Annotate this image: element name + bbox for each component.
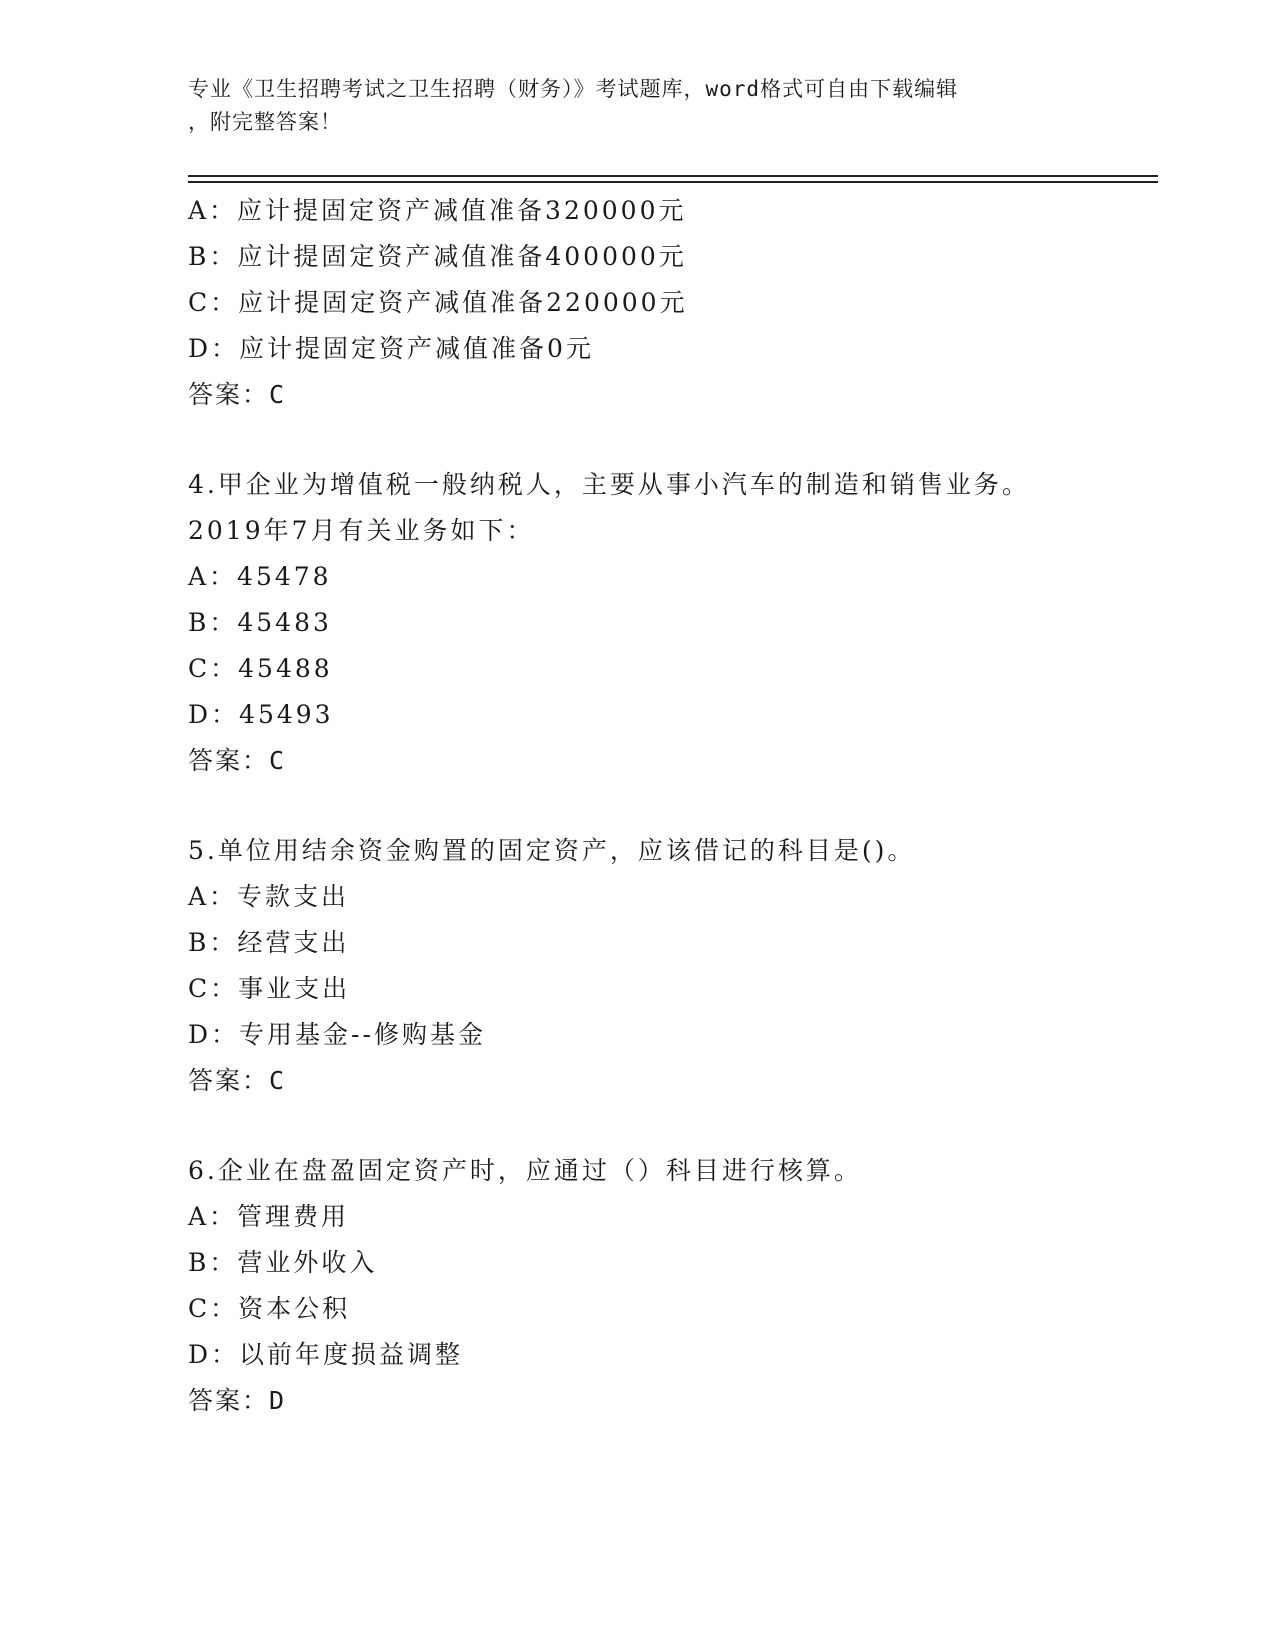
question-4-option-d: D：45493 — [188, 700, 334, 729]
question-4-stem-line-1: 4.甲企业为增值税一般纳税人，主要从事小汽车的制造和销售业务。 — [188, 470, 1030, 499]
question-6-option-b: B：营业外收入 — [188, 1248, 378, 1277]
question-6-option-a: A：管理费用 — [188, 1202, 350, 1231]
question-list — [188, 188, 1148, 1424]
question-5 — [188, 828, 1148, 1104]
header-divider-bottom — [188, 181, 1158, 183]
question-5-option-d: D：专用基金--修购基金 — [188, 1020, 486, 1049]
question-6 — [188, 1148, 1148, 1424]
question-3-option-c: C：应计提固定资产减值准备220000元 — [188, 288, 688, 317]
question-3-option-a: A：应计提固定资产减值准备320000元 — [188, 196, 687, 225]
question-3-answer: 答案：C — [188, 380, 287, 409]
spacer — [188, 1104, 1148, 1148]
question-5-option-b: B：经营支出 — [188, 928, 350, 957]
question-3 — [188, 188, 1148, 418]
question-6-answer: 答案：D — [188, 1386, 287, 1415]
question-6-option-d: D：以前年度损益调整 — [188, 1340, 464, 1369]
spacer — [188, 784, 1148, 828]
question-5-option-c: C：事业支出 — [188, 974, 351, 1003]
header-line-2: ，附完整答案！ — [188, 110, 342, 134]
question-6-stem: 6.企业在盘盈固定资产时，应通过（）科目进行核算。 — [188, 1156, 862, 1185]
question-4-option-a: A：45478 — [188, 562, 332, 591]
question-5-option-a: A：专款支出 — [188, 882, 350, 911]
question-3-option-d: D：应计提固定资产减值准备0元 — [188, 334, 594, 363]
question-3-option-b: B：应计提固定资产减值准备400000元 — [188, 242, 687, 271]
document-header — [188, 73, 1088, 139]
question-5-answer: 答案：C — [188, 1066, 287, 1095]
question-5-stem: 5.单位用结余资金购置的固定资产，应该借记的科目是()。 — [188, 836, 916, 865]
question-4-option-b: B：45483 — [188, 608, 332, 637]
spacer — [188, 418, 1148, 462]
header-divider-top — [188, 175, 1158, 177]
question-4 — [188, 462, 1148, 784]
question-4-stem-line-2: 2019年7月有关业务如下： — [188, 516, 535, 545]
question-4-answer: 答案：C — [188, 746, 287, 775]
question-4-option-c: C：45488 — [188, 654, 333, 683]
question-6-option-c: C：资本公积 — [188, 1294, 351, 1323]
header-line-1: 专业《卫生招聘考试之卫生招聘（财务）》考试题库，word格式可自由下载编辑 — [188, 77, 959, 101]
